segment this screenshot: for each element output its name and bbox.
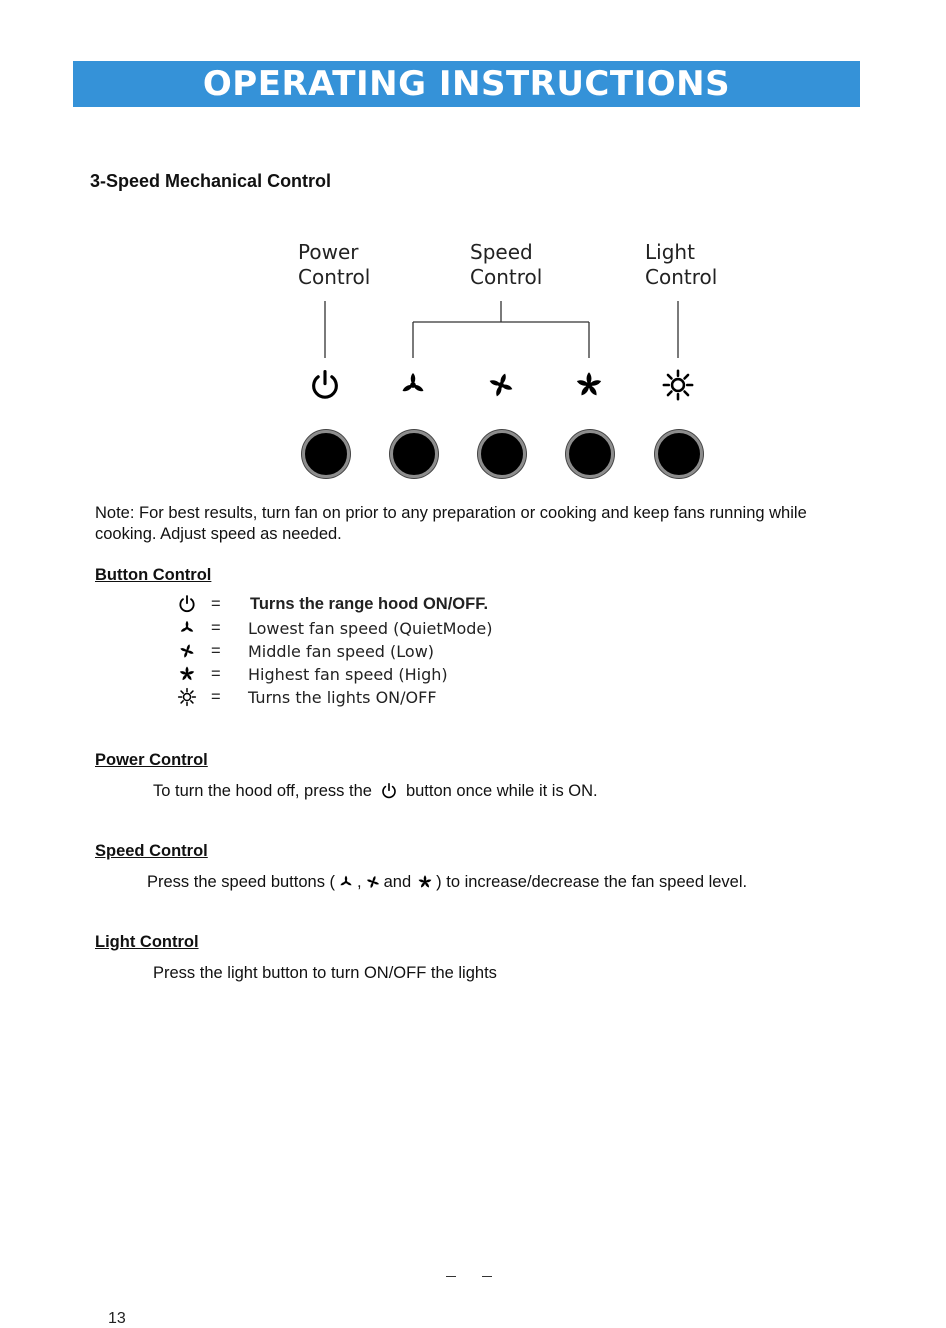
page-number: 13 xyxy=(108,1310,126,1327)
button-control-heading: Button Control xyxy=(95,566,212,584)
fan-high-icon xyxy=(416,873,434,891)
legend-row-power: = Turns the range hood ON/OFF. xyxy=(177,593,197,615)
fan-low-icon xyxy=(337,873,355,891)
note-text: Note: For best results, turn fan on prior to any preparation or cooking and keep fans running while cooking. Adjust speed as needed. xyxy=(95,504,807,543)
section-title: 3-Speed Mechanical Control xyxy=(90,171,332,191)
fan-high-button[interactable] xyxy=(566,430,614,478)
fan-low-button[interactable] xyxy=(390,430,438,478)
speed-control-text: Press the speed buttons ( , and ) to increase/decrease the fan speed level. xyxy=(147,872,748,891)
power-icon xyxy=(177,594,197,614)
power-icon xyxy=(380,782,398,800)
legend-row-light: = Turns the lights ON/OFF xyxy=(177,686,197,708)
divider xyxy=(446,1276,456,1277)
divider xyxy=(482,1276,492,1277)
fan-medium-icon xyxy=(177,641,197,661)
fan-low-icon xyxy=(177,618,197,638)
light-button[interactable] xyxy=(655,430,703,478)
power-control-text: To turn the hood off, press the button once while it is ON. xyxy=(153,781,598,800)
power-control-heading: Power Control xyxy=(95,751,208,769)
power-control-label: Power Control xyxy=(298,240,371,289)
fan-medium-icon xyxy=(484,368,518,402)
page-title: OPERATING INSTRUCTIONS xyxy=(202,64,731,104)
fan-medium-icon xyxy=(364,873,382,891)
light-control-label: Light Control xyxy=(645,240,718,289)
fan-medium-button[interactable] xyxy=(478,430,526,478)
legend-row-fan-low: = Lowest fan speed (QuietMode) xyxy=(177,617,197,639)
fan-high-icon xyxy=(177,664,197,684)
fan-low-icon xyxy=(396,368,430,402)
light-control-heading: Light Control xyxy=(95,933,199,951)
fan-high-icon xyxy=(572,368,606,402)
legend-row-fan-high: = Highest fan speed (High) xyxy=(177,663,197,685)
light-control-text: Press the light button to turn ON/OFF the lights xyxy=(153,963,497,982)
power-button[interactable] xyxy=(302,430,350,478)
speed-control-label: Speed Control xyxy=(470,240,543,289)
power-icon xyxy=(308,368,342,402)
leader-lines xyxy=(0,0,946,500)
light-icon xyxy=(661,368,695,402)
legend-row-fan-medium: = Middle fan speed (Low) xyxy=(177,640,197,662)
light-icon xyxy=(177,687,197,707)
speed-control-heading: Speed Control xyxy=(95,842,208,860)
